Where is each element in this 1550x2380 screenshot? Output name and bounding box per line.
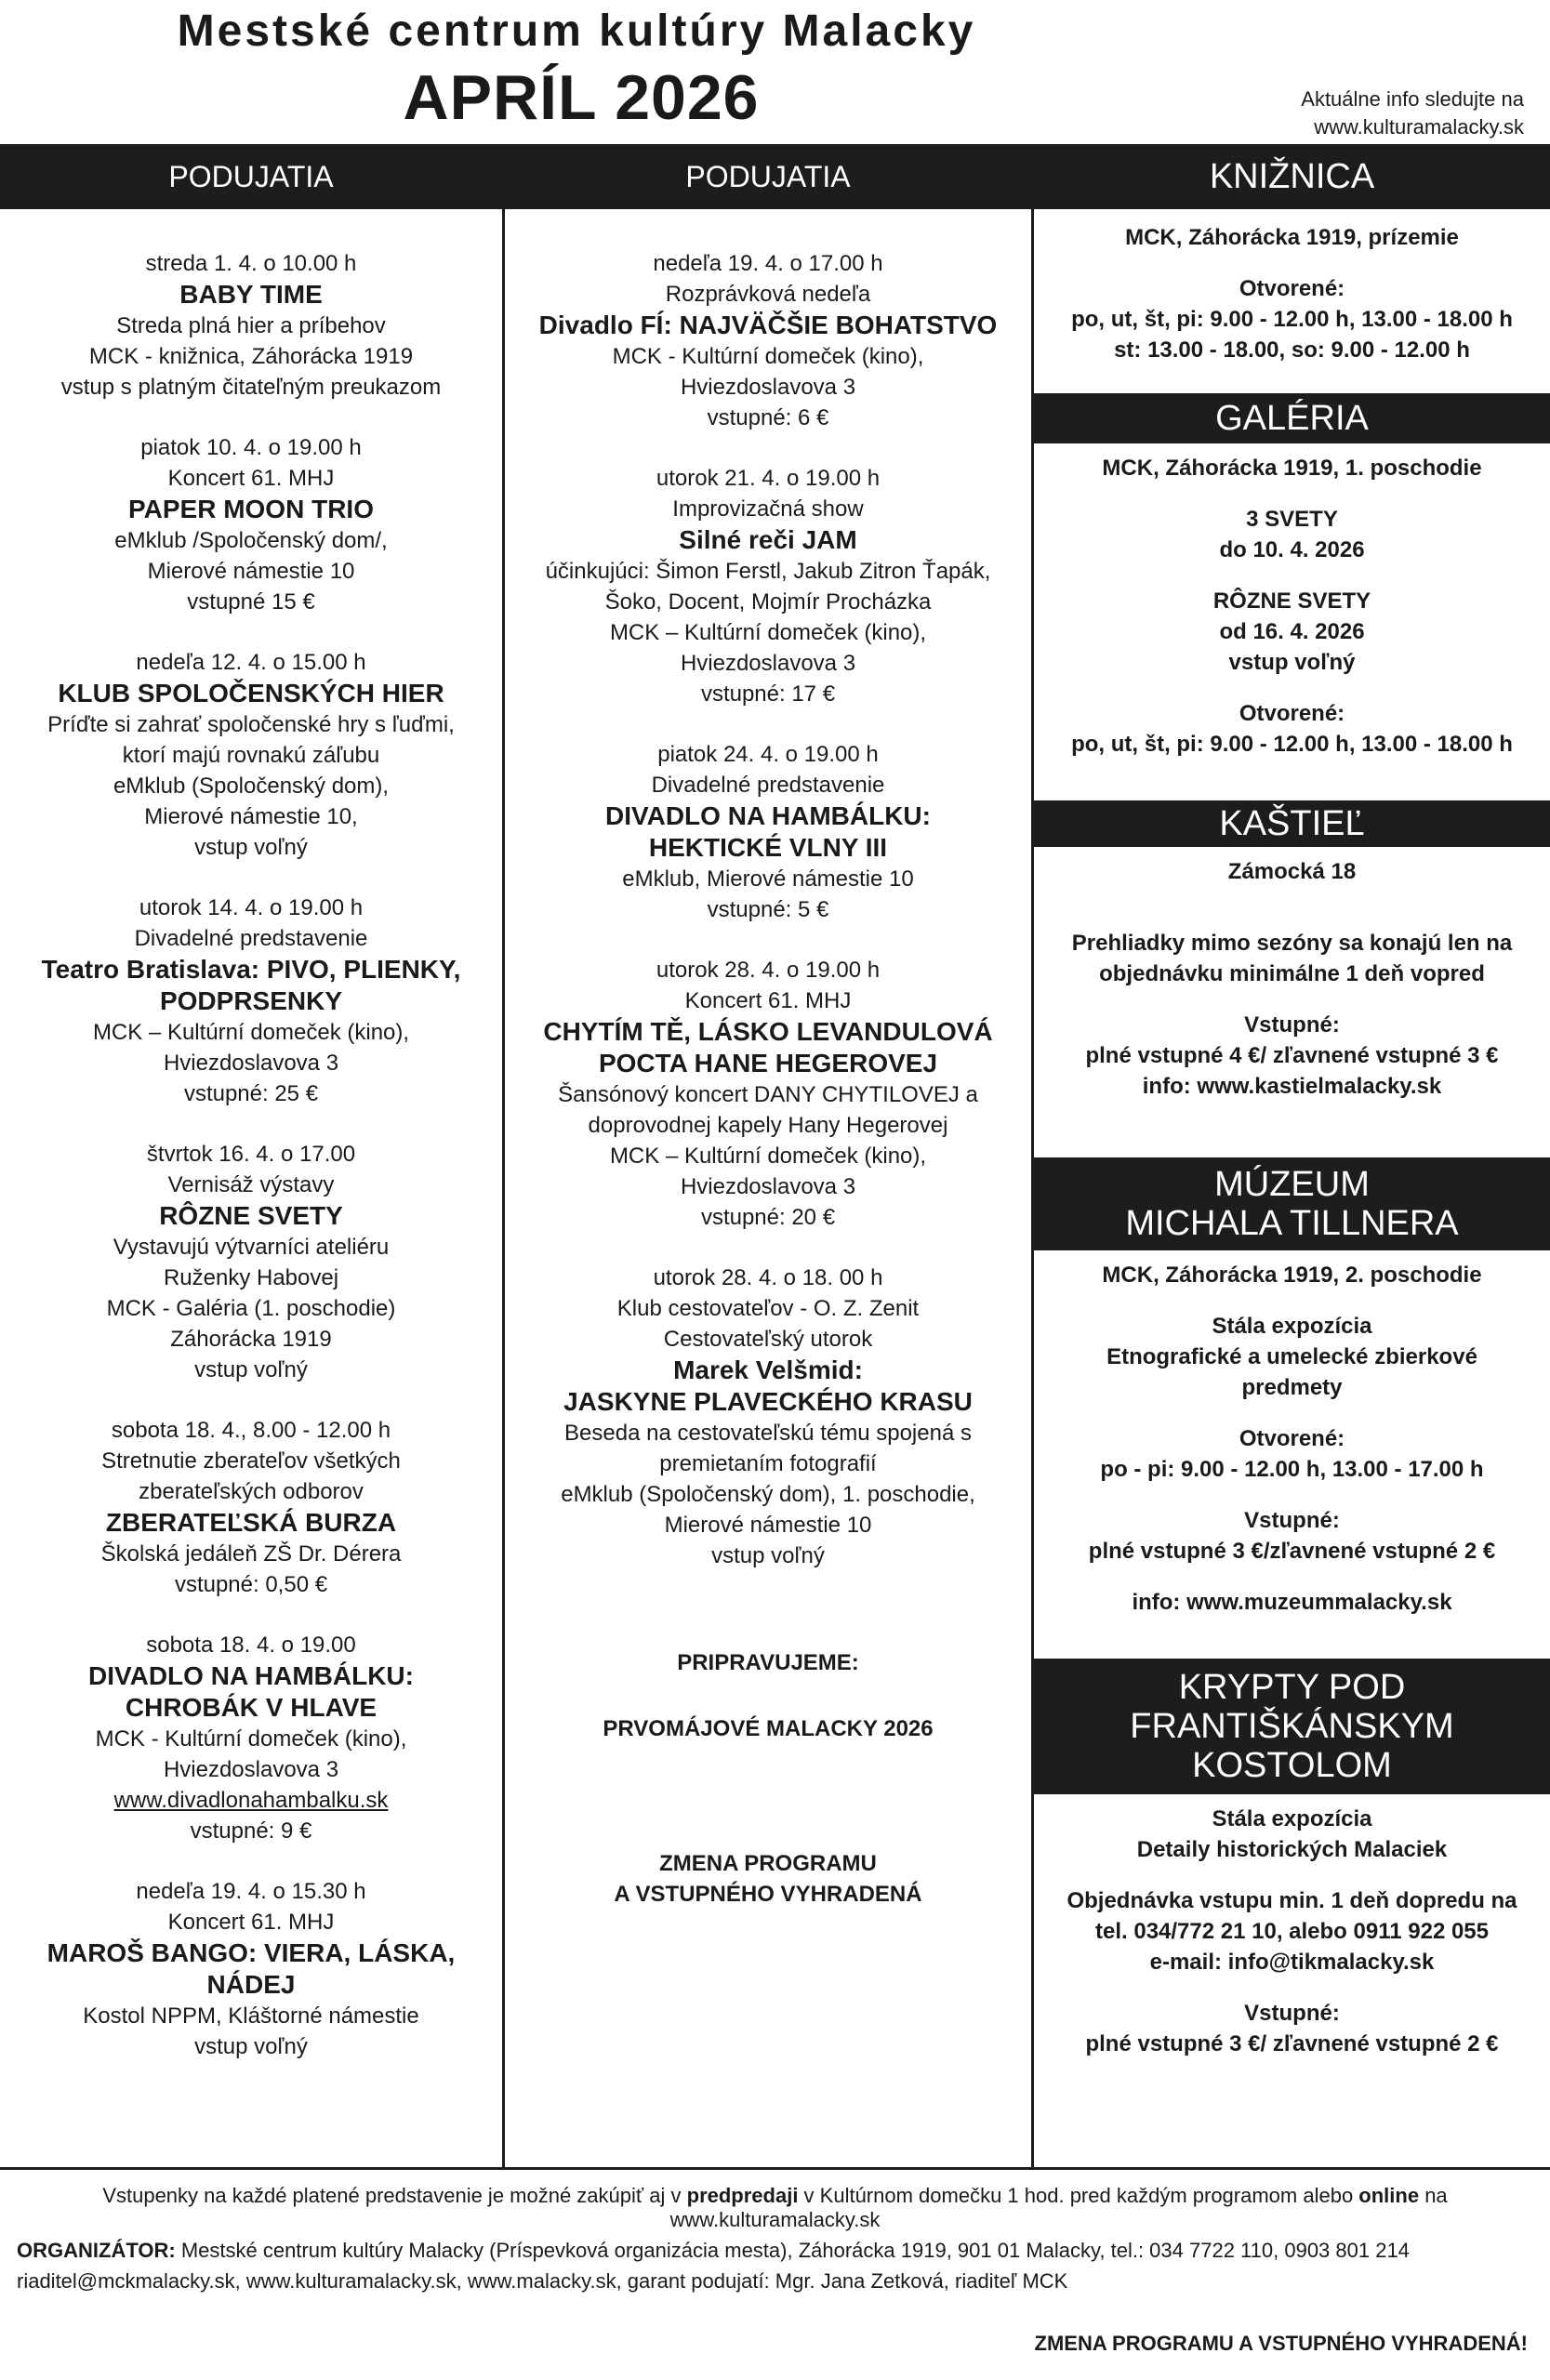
event-line: vstupné: 25 € xyxy=(183,1081,319,1106)
notice-line: PRVOMÁJOVÉ MALACKY 2026 xyxy=(603,1716,934,1741)
event-item xyxy=(505,955,1031,1233)
event-line: Cestovateľský utorok xyxy=(663,1327,873,1352)
event-line: účinkujúci: Šimon Ferstl, Jakub Zitron Ťapák, xyxy=(545,559,991,584)
venue-line: po, ut, št, pi: 9.00 - 12.00 h, 13.00 - 18.00 h xyxy=(1071,732,1513,757)
info-url: www.kulturamalacky.sk xyxy=(1314,115,1524,139)
event-line: MCK - Kultúrní domeček (kino), xyxy=(95,1726,407,1752)
events-column-1 xyxy=(0,209,502,2206)
column-header-bar xyxy=(0,144,1550,209)
event-line: Vystavujú výtvarníci ateliéru xyxy=(113,1235,390,1260)
venue-line: Detaily historických Malaciek xyxy=(1136,1837,1448,1862)
event-line: Koncert 61. MHJ xyxy=(167,466,335,491)
event-line: Koncert 61. MHJ xyxy=(684,988,852,1013)
info-note xyxy=(1301,86,1524,141)
event-line: Hviezdoslavova 3 xyxy=(680,1174,856,1199)
event-title: CHROBÁK V HLAVE xyxy=(125,1693,378,1722)
galeria-bar: GALÉRIA xyxy=(1034,393,1550,443)
venue-line: MCK, Záhorácka 1919, prízemie xyxy=(1125,225,1459,250)
spacer xyxy=(0,403,502,432)
event-item xyxy=(0,1876,502,2062)
event-line: utorok 21. 4. o 19.00 h xyxy=(656,466,881,491)
event-line: utorok 28. 4. o 19.00 h xyxy=(656,958,881,983)
notice-line: PRIPRAVUJEME: xyxy=(677,1650,859,1675)
event-line: Vernisáž výstavy xyxy=(167,1172,335,1197)
event-line: eMklub, Mierové námestie 10 xyxy=(622,866,914,892)
event-line: Hviezdoslavova 3 xyxy=(680,375,856,400)
event-title: DIVADLO NA HAMBÁLKU: xyxy=(88,1661,414,1690)
event-item xyxy=(0,892,502,1109)
spacer xyxy=(0,617,502,647)
venue-line: plné vstupné 3 €/zľavnené vstupné 2 € xyxy=(1088,1539,1496,1564)
event-title: PODPRSENKY xyxy=(159,986,343,1015)
venue-line: RÔZNE SVETY xyxy=(1212,588,1371,614)
event-line: Divadelné predstavenie xyxy=(651,773,885,798)
event-item xyxy=(0,432,502,617)
krypty-title: FRANTIŠKÁNSKYM xyxy=(1130,1707,1454,1746)
event-title: ZBERATEĽSKÁ BURZA xyxy=(105,1508,397,1537)
tickets-bold: predpredaji xyxy=(686,2184,799,2207)
spacer xyxy=(1034,253,1550,273)
venue-line: vstup voľný xyxy=(1228,650,1356,675)
kastiel-section xyxy=(1034,847,1550,1102)
spacer xyxy=(505,433,1031,463)
spacer xyxy=(1034,1485,1550,1505)
krypty-title: KRYPTY POD xyxy=(1178,1668,1406,1707)
spacer xyxy=(1034,1567,1550,1587)
muzeum-section xyxy=(1034,1250,1550,1618)
event-line: sobota 18. 4. o 19.00 xyxy=(146,1633,356,1658)
event-line: zberateľských odborov xyxy=(139,1479,364,1504)
tickets-bold: online xyxy=(1358,2184,1420,2207)
event-line: Mierové námestie 10 xyxy=(147,559,355,584)
event-line: Hviezdoslavova 3 xyxy=(680,651,856,676)
kastiel-bar: KAŠTIEĽ xyxy=(1034,800,1550,847)
event-line: vstupné: 0,50 € xyxy=(174,1572,328,1597)
organizer-info xyxy=(17,2235,1542,2296)
spacer xyxy=(1034,483,1550,504)
venue-line: 3 SVETY xyxy=(1246,507,1338,532)
event-line: eMklub (Spoločenský dom), 1. poschodie, xyxy=(561,1482,975,1507)
event-title: PAPER MOON TRIO xyxy=(128,495,374,523)
venue-line: Vstupné: xyxy=(1244,1508,1340,1533)
venue-line: po, ut, št, pi: 9.00 - 12.00 h, 13.00 - 18.00 h xyxy=(1071,307,1513,332)
event-line: Šoko, Docent, Mojmír Procházka xyxy=(604,589,932,615)
venue-line: tel. 034/772 21 10, alebo 0911 922 055 xyxy=(1095,1919,1489,1944)
notice-line: A VSTUPNÉHO VYHRADENÁ xyxy=(614,1882,922,1907)
event-line: nedeľa 19. 4. o 17.00 h xyxy=(653,251,883,276)
spacer xyxy=(1034,1290,1550,1311)
venue-line: objednávku minimálne 1 deň vopred xyxy=(1099,961,1485,986)
info-line: Aktuálne info sledujte na xyxy=(1301,87,1524,111)
event-item xyxy=(505,1263,1031,1571)
event-line: nedeľa 12. 4. o 15.00 h xyxy=(136,650,366,675)
event-title: Silné reči JAM xyxy=(679,525,857,554)
event-title: POCTA HANE HEGEROVEJ xyxy=(598,1049,938,1078)
month-title: APRÍL 2026 xyxy=(403,62,760,133)
event-line: vstup voľný xyxy=(194,2034,308,2059)
col2-header: PODUJATIA xyxy=(685,160,851,193)
spacer xyxy=(0,1109,502,1139)
spacer xyxy=(1034,678,1550,698)
event-line: utorok 14. 4. o 19.00 h xyxy=(139,895,364,920)
venue-line: e-mail: info@tikmalacky.sk xyxy=(1149,1950,1435,1975)
venue-line: Vstupné: xyxy=(1244,2001,1340,2026)
spacer xyxy=(505,925,1031,955)
spacer xyxy=(1034,887,1550,907)
spacer xyxy=(0,1846,502,1876)
event-line: Streda plná hier a príbehov xyxy=(116,313,386,338)
event-line: vstup s platným čitateľným preukazom xyxy=(60,375,442,400)
event-line: Klub cestovateľov - O. Z. Zenit xyxy=(616,1296,920,1321)
muzeum-title: MÚZEUM xyxy=(1214,1165,1370,1204)
venues-column xyxy=(1034,209,1550,2180)
event-title: Teatro Bratislava: PIVO, PLIENKY, xyxy=(41,955,461,984)
venue-line: info: www.kastielmalacky.sk xyxy=(1142,1074,1442,1099)
galeria-section xyxy=(1034,443,1550,760)
change-notice: ZMENA PROGRAMU A VSTUPNÉHO VYHRADENÁ! xyxy=(1034,2332,1528,2355)
event-line: MCK – Kultúrní domeček (kino), xyxy=(609,620,927,645)
event-title: DIVADLO NA HAMBÁLKU: xyxy=(605,801,931,830)
krypty-title: KOSTOLOM xyxy=(1192,1746,1392,1785)
spacer xyxy=(1034,907,1550,928)
venue-line: info: www.muzeummalacky.sk xyxy=(1132,1590,1452,1615)
event-item xyxy=(0,1415,502,1600)
venue-line: plné vstupné 3 €/ zľavnené vstupné 2 € xyxy=(1085,2031,1499,2056)
venue-line: Stála expozícia xyxy=(1212,1314,1372,1339)
event-line: MCK - knižnica, Záhorácka 1919 xyxy=(88,344,414,369)
event-title: KLUB SPOLOČENSKÝCH HIER xyxy=(58,679,444,707)
spacer xyxy=(0,863,502,892)
event-line: doprovodnej kapely Hany Hegerovej xyxy=(588,1113,948,1138)
event-line: sobota 18. 4., 8.00 - 12.00 h xyxy=(111,1418,391,1443)
spacer xyxy=(505,709,1031,739)
event-line: Koncert 61. MHJ xyxy=(167,1910,335,1935)
event-line: Hviezdoslavova 3 xyxy=(163,1757,339,1782)
organizer-label: ORGANIZÁTOR: xyxy=(17,2239,176,2262)
notice-line: ZMENA PROGRAMU xyxy=(659,1851,877,1876)
venue-line: po - pi: 9.00 - 12.00 h, 13.00 - 17.00 h xyxy=(1100,1457,1484,1482)
event-line: Divadelné predstavenie xyxy=(134,926,368,951)
event-item xyxy=(505,463,1031,709)
event-line: vstupné: 6 € xyxy=(707,405,829,430)
event-line: Záhorácka 1919 xyxy=(170,1327,332,1352)
event-line: Hviezdoslavova 3 xyxy=(163,1051,339,1076)
event-line: Šansónový koncert DANY CHYTILOVEJ a xyxy=(558,1082,978,1107)
venue-line: Stála expozícia xyxy=(1212,1806,1372,1831)
venue-line: Otvorené: xyxy=(1239,1426,1345,1451)
col1-header: PODUJATIA xyxy=(168,160,334,193)
spacer xyxy=(1034,565,1550,586)
spacer xyxy=(1034,1403,1550,1423)
muzeum-bar xyxy=(1034,1157,1550,1250)
venue-line: Vstupné: xyxy=(1244,1012,1340,1038)
event-line: streda 1. 4. o 10.00 h xyxy=(145,251,357,276)
event-title: CHYTÍM TĚ, LÁSKO LEVANDULOVÁ xyxy=(543,1017,993,1046)
page-title: Mestské centrum kultúry Malacky xyxy=(177,7,976,56)
event-line: MCK – Kultúrní domeček (kino), xyxy=(609,1144,927,1169)
col3-header: KNIŽNICA xyxy=(1209,157,1375,196)
event-line: Školská jedáleň ZŠ Dr. Dérera xyxy=(100,1541,402,1567)
event-item xyxy=(0,647,502,863)
event-title: RÔZNE SVETY xyxy=(159,1201,343,1230)
tickets-text: na www.kulturamalacky.sk xyxy=(669,2184,1448,2231)
event-title: HEKTICKÉ VLNY III xyxy=(648,833,888,862)
footer-divider xyxy=(0,2167,1550,2170)
event-line: Mierové námestie 10, xyxy=(144,804,358,829)
event-line: Ruženky Habovej xyxy=(163,1265,339,1290)
venue-line: Zámocká 18 xyxy=(1227,859,1357,884)
event-line: piatok 24. 4. o 19.00 h xyxy=(657,742,879,767)
event-line: vstupné: 17 € xyxy=(700,681,836,707)
spacer xyxy=(0,1385,502,1415)
spacer xyxy=(1034,1977,1550,1998)
event-title: JASKYNE PLAVECKÉHO KRASU xyxy=(563,1387,973,1416)
tickets-note xyxy=(0,2184,1550,2232)
event-line: MCK - Galéria (1. poschodie) xyxy=(106,1296,396,1321)
event-line: vstupné: 5 € xyxy=(707,897,829,922)
venue-line: Otvorené: xyxy=(1239,276,1345,301)
event-item xyxy=(505,248,1031,433)
event-title: Divadlo FÍ: NAJVÄČŠIE BOHATSTVO xyxy=(538,311,998,339)
venue-line: Etnografické a umelecké zbierkové xyxy=(1106,1344,1477,1369)
event-link[interactable]: www.divadlonahambalku.sk xyxy=(113,1788,389,1813)
event-line: Príďte si zahrať spoločenské hry s ľuďmi, xyxy=(47,712,455,737)
event-item xyxy=(0,1630,502,1846)
event-line: vstup voľný xyxy=(194,1357,308,1382)
event-line: vstup voľný xyxy=(711,1543,825,1568)
events-column-2 xyxy=(505,209,1031,2206)
venue-line: Objednávka vstupu min. 1 deň dopredu na xyxy=(1066,1888,1517,1913)
event-item xyxy=(505,739,1031,925)
spacer xyxy=(1034,989,1550,1010)
kniznica-section xyxy=(1034,222,1550,365)
event-item xyxy=(0,248,502,403)
venue-line: Prehliadky mimo sezóny sa konajú len na xyxy=(1071,931,1513,956)
venue-line: Otvorené: xyxy=(1239,701,1345,726)
venue-line: predmety xyxy=(1241,1375,1343,1400)
event-line: premietaním fotografií xyxy=(659,1451,877,1476)
event-line: Stretnutie zberateľov všetkých xyxy=(101,1448,401,1474)
venue-line: st: 13.00 - 18.00, so: 9.00 - 12.00 h xyxy=(1114,337,1470,363)
event-title: BABY TIME xyxy=(179,280,323,309)
event-line: Improvizačná show xyxy=(672,496,864,522)
krypty-bar xyxy=(1034,1659,1550,1794)
event-title: Marek Velšmid: xyxy=(673,1355,863,1384)
event-line: MCK – Kultúrní domeček (kino), xyxy=(92,1020,410,1045)
spacer xyxy=(1034,1865,1550,1885)
event-line: Mierové námestie 10 xyxy=(664,1513,872,1538)
event-line: Kostol NPPM, Kláštorné námestie xyxy=(83,2003,419,2029)
event-line: štvrtok 16. 4. o 17.00 xyxy=(146,1142,356,1167)
event-line: eMklub /Spoločenský dom/, xyxy=(114,528,388,553)
venue-line: do 10. 4. 2026 xyxy=(1219,537,1365,562)
event-line: Rozprávková nedeľa xyxy=(665,282,871,307)
spacer xyxy=(505,1233,1031,1263)
event-line: MCK - Kultúrní domeček (kino), xyxy=(612,344,924,369)
event-line: ktorí majú rovnakú záľubu xyxy=(122,743,380,768)
krypty-section xyxy=(1034,1794,1550,2059)
event-line: nedeľa 19. 4. o 15.30 h xyxy=(136,1879,366,1904)
muzeum-title: MICHALA TILLNERA xyxy=(1125,1204,1459,1243)
event-title: MAROŠ BANGO: VIERA, LÁSKA, NÁDEJ xyxy=(46,1938,456,1999)
event-line: eMklub (Spoločenský dom), xyxy=(113,774,390,799)
event-line: Beseda na cestovateľskú tému spojená s xyxy=(564,1421,972,1446)
event-line: utorok 28. 4. o 18. 00 h xyxy=(653,1265,883,1290)
event-line: vstupné: 9 € xyxy=(190,1818,312,1844)
venue-line: MCK, Záhorácka 1919, 2. poschodie xyxy=(1102,1263,1482,1288)
event-line: vstupné 15 € xyxy=(187,589,315,615)
organizer-text: Mestské centrum kultúry Malacky (Príspevková organizácia mesta), Záhorácka 1919, 901 01 Malacky, tel.: 034 7722 110, 0903 801 214 xyxy=(175,2239,1410,2262)
venue-line: MCK, Záhorácka 1919, 1. poschodie xyxy=(1102,456,1482,481)
venue-line: plné vstupné 4 €/ zľavnené vstupné 3 € xyxy=(1085,1043,1499,1068)
venue-line: od 16. 4. 2026 xyxy=(1219,619,1365,644)
tickets-text: v Kultúrnom domečku 1 hod. pred každým programom alebo xyxy=(798,2184,1359,2207)
spacer xyxy=(0,1600,502,1630)
event-item xyxy=(0,1139,502,1385)
event-line: piatok 10. 4. o 19.00 h xyxy=(140,435,362,460)
event-line: vstup voľný xyxy=(194,835,308,860)
event-line: vstupné: 20 € xyxy=(700,1205,836,1230)
tickets-text: Vstupenky na každé platené predstavenie je možné zakúpiť aj v xyxy=(102,2184,687,2207)
organizer-contact: riaditel@mckmalacky.sk, www.kulturamalacky.sk, www.malacky.sk, garant podujatí: Mgr. Jana Zetková, riaditeľ MCK xyxy=(17,2269,1068,2293)
page-header xyxy=(0,0,1550,144)
